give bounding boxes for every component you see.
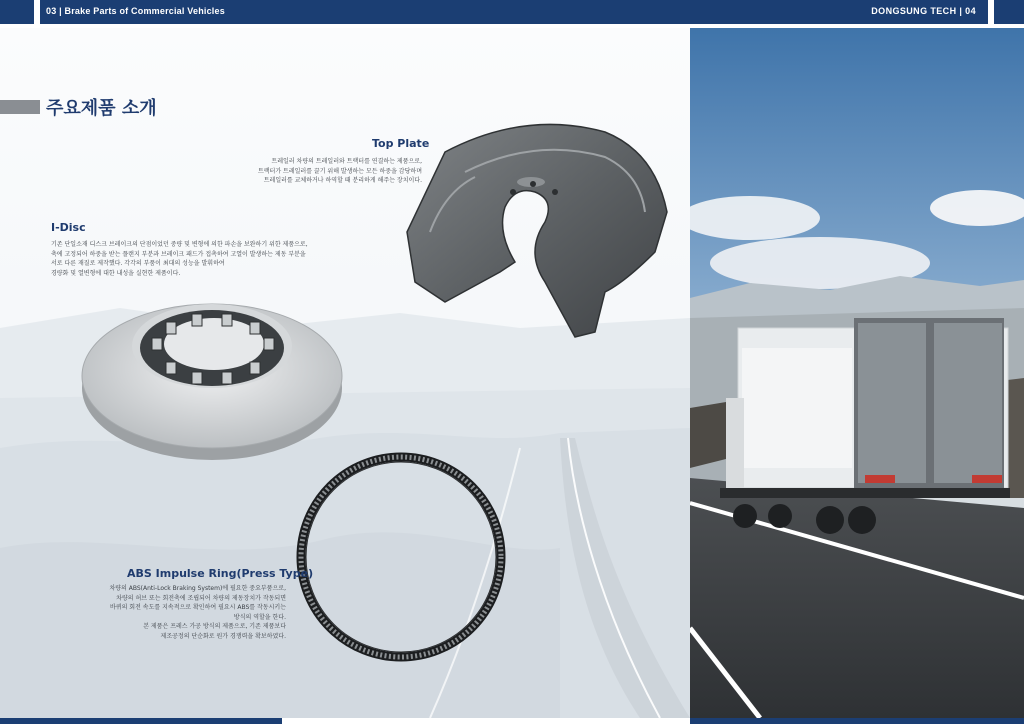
abs-ring-desc-line: 본 제품은 프레스 가공 방식의 제품으로, 기존 제품보다 — [143, 623, 286, 630]
top-plate-desc-line: 트레일러 차량의 트레일러와 트랙터를 연결하는 제품으로, — [271, 158, 422, 165]
abs-ring-desc-line: 제조공정의 단순화로 원가 경쟁력을 확보하였다. — [160, 632, 286, 640]
i-disc-desc-line: 서로 다른 재질로 제작했다. 각각의 부품이 최대의 성능을 발휘하여 — [51, 260, 225, 267]
i-disc-desc-line: 기존 단일소재 디스크 브레이크의 단점이었던 중량 및 변형에 의한 파손을 보완하기 위한 제품으로, — [51, 241, 308, 248]
truck-photo — [690, 28, 1024, 718]
header-bar — [0, 0, 1024, 24]
footer-bar-left — [0, 718, 282, 724]
footer-bar-right — [690, 718, 1024, 724]
abs-ring-desc-line: 바퀴의 회전 속도를 지속적으로 확인하여 필요시 ABS를 작동시키는 — [110, 604, 286, 611]
top-plate-desc-line: 트랙터가 트레일러를 끌기 위해 발생하는 모든 하중을 감당하며 — [257, 167, 422, 175]
i-disc-title: I-Disc — [51, 221, 86, 234]
i-disc-product-image — [80, 288, 346, 466]
top-plate-desc-line: 트레일러를 교체하거나 하역할 때 분리하게 해주는 장치이다. — [263, 177, 422, 184]
abs-ring-title: ABS Impulse Ring(Press Type) — [127, 567, 314, 580]
abs-ring-desc-line: 방식의 역할을 한다. — [233, 613, 286, 621]
truck-on-highway-illustration — [690, 28, 1024, 718]
abs-ring-desc-line: 차량의 ABS(Anti-Lock Braking System)에 필요한 중요부품으로, — [109, 585, 286, 592]
i-disc-desc-line: 경량화 및 열변형에 대한 내성을 실현한 제품이다. — [51, 269, 181, 277]
header-bar-notch-left — [34, 0, 40, 24]
abs-ring-description — [90, 584, 286, 641]
abs-impulse-ring-product-image — [295, 452, 507, 662]
header-right-page-label: DONGSUNG TECH | 04 — [871, 6, 976, 16]
section-title-text: 주요제품 소개 — [46, 98, 157, 119]
top-plate-description — [200, 157, 422, 186]
section-title-bar — [0, 100, 40, 114]
header-left-page-label: 03 | Brake Parts of Commercial Vehicles — [46, 6, 225, 16]
i-disc-desc-line: 축에 고정되어 하중을 받는 플랜지 부분과 브레이크 패드가 접촉하여 고열이 발생하는 제동 부분을 — [51, 250, 306, 258]
header-bar-notch-right — [988, 0, 994, 24]
top-plate-product-image — [405, 112, 669, 342]
i-disc-description — [51, 240, 351, 278]
top-plate-title: Top Plate — [372, 137, 430, 150]
abs-ring-desc-line: 차량의 허브 또는 회전축에 조립되어 차량의 제동장치가 작동되면 — [116, 594, 286, 602]
